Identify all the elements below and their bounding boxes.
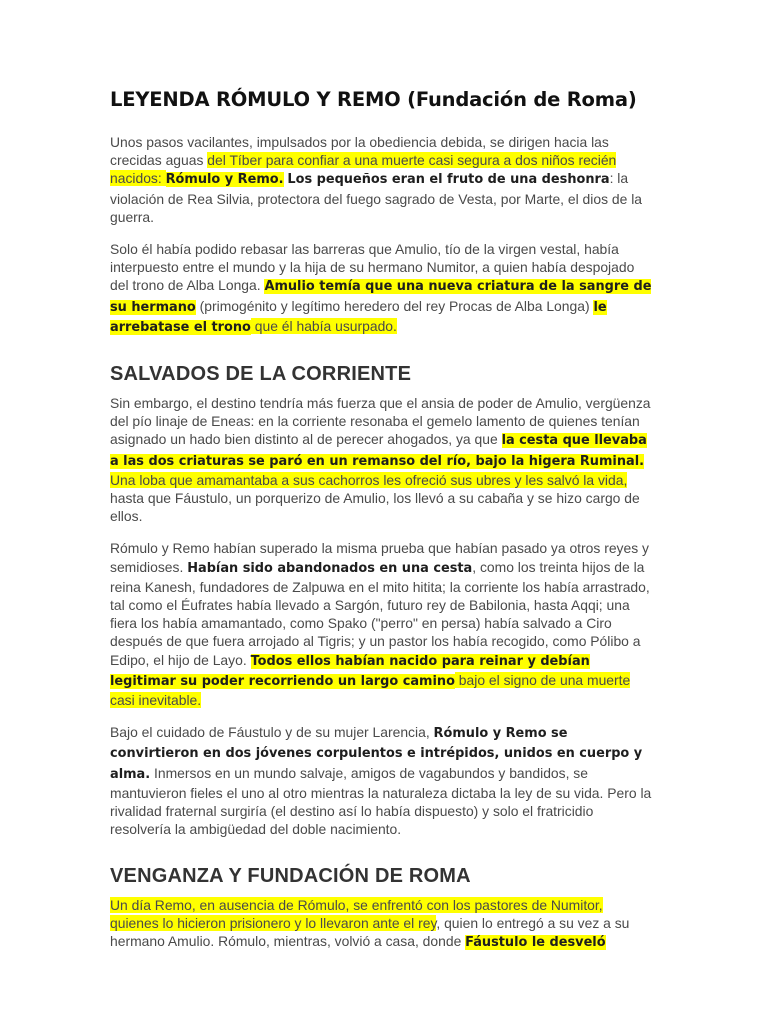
text-run: , quien lo entregó a su vez a su hermano Amulio. Rómulo, mientras, volvió a casa, donde xyxy=(110,914,630,949)
paragraph-5 xyxy=(110,723,655,838)
bold-text: la cesta que llevaba a las dos criaturas se paró en un remanso del río, bajo la higera Ruminal. xyxy=(110,433,647,469)
text-run: hasta que Fáustulo, un porquerizo de Amulio, los llevó a su cabaña y se hizo cargo de ellos. xyxy=(110,490,640,525)
highlighted-text: del Tíber para confiar a una muerte casi segura a dos niños recién nacidos: xyxy=(110,152,617,187)
bold-text: Todos ellos habían nacido para reinar y debían legitimar su poder recorriendo un largo camino xyxy=(110,653,590,689)
text-run: Sin embargo, el destino tendría más fuerza que el ansia de poder de Amulio, vergüenza del pío linaje de Eneas: en la corriente resonaba el gemelo lamento de quienes tenían asignado un hado bien distinto al de perecer ahogados, ya que xyxy=(110,395,651,448)
text-run: , como los treinta hijos de la reina Kanesh, fundadores de Zalpuwa en el mito hitita; la corriente los había arrastrado, tal como el Éufrates había llevado a Sargón, futuro rey de Babilonia, hasta Aqqi; una fiera los había amamantado, como Spako ("perro" en persa) había salvado a Ciro después de que fuera arrojado al Tigris; y un pastor los había recogido, como Pólibo a Edipo, el hijo de Layo. xyxy=(110,558,650,668)
bold-text: Rómulo y Remo se convirtieron en dos jóvenes corpulentos e intrépidos, unidos en cuerpo y alma. xyxy=(110,726,643,782)
bold-text: Los pequeños eran el fruto de una deshonra xyxy=(287,172,610,188)
bold-text: Rómulo y Remo. xyxy=(165,172,284,188)
text-run: (primogénito y legítimo heredero del rey Procas de Alba Longa) xyxy=(195,297,594,314)
page-title: LEYENDA RÓMULO Y REMO (Fundación de Roma) xyxy=(110,88,637,111)
text-run: Rómulo y Remo habían superado la misma prueba que habían pasado ya otros reyes y semidioses. xyxy=(110,540,649,575)
text-run: Inmersos en un mundo salvaje, amigos de vagabundos y bandidos, se mantuvieron fieles el uno al otro mientras la naturaleza dictaba la ley de su vida. Pero la rivalidad fraternal surgiría (el destino así lo había dispuesto) y solo el fratricidio resolvería la ambigüedad del doble nacimiento. xyxy=(110,764,652,838)
highlighted-text: Un día Remo, en ausencia de Rómulo, se enfrentó con los pastores de Numitor, quienes lo hicieron prisionero y lo llevaron ante el rey xyxy=(110,896,603,931)
highlighted-text: Una loba que amamantaba a sus cachorros les ofreció sus ubres y les salvó la vida, xyxy=(110,471,628,488)
paragraph-6 xyxy=(110,896,655,953)
bold-text: le arrebatase el trono xyxy=(110,299,607,335)
bold-text: Amulio temía que una nueva criatura de la sangre de su hermano xyxy=(110,279,652,315)
bold-text: Habían sido abandonados en una cesta xyxy=(187,560,473,576)
bold-text: Fáustulo le desveló xyxy=(465,934,606,950)
text-run: : la violación de Rea Silvia, protectora del fuego sagrado de Vesta, por Marte, el dios de la guerra. xyxy=(110,170,643,225)
paragraph-3 xyxy=(110,394,655,525)
paragraph-4 xyxy=(110,539,655,709)
text-run: Unos pasos vacilantes, impulsados por la obediencia debida, se dirigen hacia las crecidas aguas xyxy=(110,134,609,169)
text-run: Bajo el cuidado de Fáustulo y de su mujer Larencia, xyxy=(110,724,434,741)
text-run: Solo él había podido rebasar las barreras que Amulio, tío de la virgen vestal, había interpuesto entre el mundo y la hija de su hermano Numitor, a quien había despojado del trono de Alba Longa. xyxy=(110,241,635,294)
paragraph-1 xyxy=(110,133,655,226)
paragraph-2 xyxy=(110,240,655,337)
document-body xyxy=(110,88,655,966)
section-heading-venganza: VENGANZA Y FUNDACIÓN DE ROMA xyxy=(110,864,471,887)
section-heading-salvados: SALVADOS DE LA CORRIENTE xyxy=(110,363,412,386)
highlighted-text: bajo el signo de una muerte casi inevitable. xyxy=(110,671,631,709)
highlighted-text: que él había usurpado. xyxy=(250,317,397,334)
